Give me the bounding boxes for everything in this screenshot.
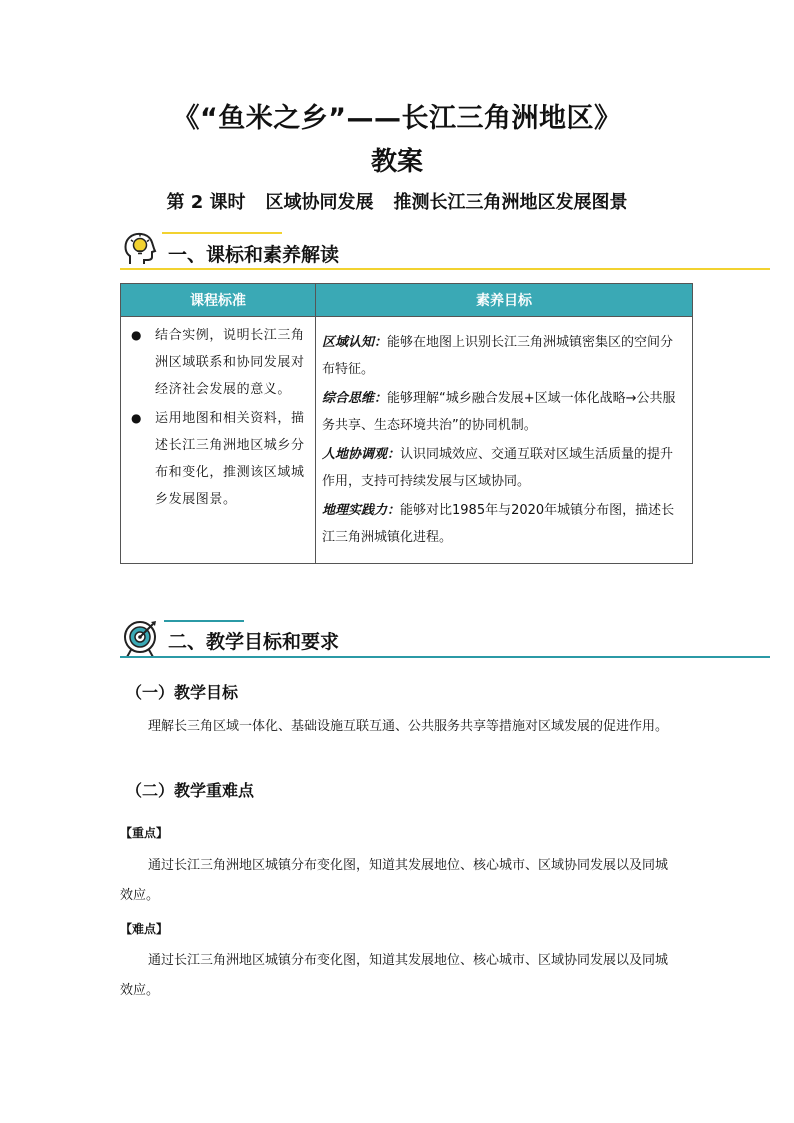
difficult-point-paragraph: 通过长江三角洲地区城镇分布变化图，知道其发展地位、核心城市、区域协同发展以及同城效应。	[120, 953, 669, 998]
subheading-teaching-goal: （一）教学目标	[126, 683, 239, 702]
literacy-text: 能够对比1985年与2020年城镇分布图，描述长江三角洲城镇化进程。	[322, 503, 675, 545]
bullet-icon: ●	[131, 411, 142, 425]
standard-text: 运用地图和相关资料，描述长江三角洲地区城乡分布和变化，推测该区域城乡发展图景。	[155, 411, 305, 507]
table-row	[121, 317, 693, 564]
list-item	[131, 322, 309, 403]
literacy-item	[322, 441, 686, 495]
literacy-key: 区域认知：	[322, 335, 388, 350]
target-icon	[120, 618, 160, 658]
key-point-label: 【重点】	[120, 826, 169, 840]
document-title: 《“鱼米之乡”——长江三角洲地区》	[172, 103, 622, 134]
section2-title: 二、教学目标和要求	[168, 631, 340, 653]
bullet-icon: ●	[131, 328, 142, 342]
lesson-part-1: 区域协同发展	[265, 192, 374, 213]
section1-bottom-rule	[120, 268, 770, 270]
standards-cell	[121, 317, 316, 564]
literacy-key: 人地协调观：	[322, 447, 401, 462]
lightbulb-head-icon	[120, 230, 160, 270]
section2-header	[120, 616, 770, 660]
literacy-text: 能够理解“城乡融合发展+区域一体化战略→公共服务共享、生态环境共治”的协同机制。	[322, 391, 676, 433]
subheading-key-difficult: （二）教学重难点	[126, 781, 255, 800]
standard-text: 结合实例，说明长江三角洲区域联系和协同发展对经济社会发展的意义。	[155, 328, 305, 397]
goal-paragraph: 理解长三角区域一体化、基础设施互联互通、公共服务共享等措施对区域发展的促进作用。	[148, 719, 669, 734]
literacy-text: 认识同城效应、交通互联对区域生活质量的提升作用，支持可持续发展与区域协同。	[322, 447, 674, 489]
literacy-key: 地理实践力：	[322, 503, 401, 518]
col-header-literacy: 素养目标	[316, 284, 693, 317]
list-item	[131, 405, 309, 513]
section2-top-rule	[164, 620, 244, 622]
lesson-part-2: 推测长江三角洲地区发展图景	[393, 192, 628, 213]
section1-title: 一、课标和素养解读	[168, 244, 340, 266]
lesson-number: 第 2 课时	[166, 192, 246, 213]
table-header-row	[121, 284, 693, 317]
key-point-paragraph: 通过长江三角洲地区城镇分布变化图，知道其发展地位、核心城市、区域协同发展以及同城效应。	[120, 858, 669, 903]
col-header-standard: 课程标准	[121, 284, 316, 317]
literacy-item	[322, 497, 686, 551]
literacy-cell	[316, 317, 693, 564]
section1-top-rule	[162, 232, 282, 234]
document-subtitle: 教案	[370, 147, 423, 177]
literacy-item	[322, 329, 686, 383]
literacy-item	[322, 385, 686, 439]
section1-header	[120, 230, 770, 272]
difficult-point-label: 【难点】	[120, 922, 169, 936]
lesson-heading	[0, 188, 794, 214]
standards-table	[120, 283, 693, 564]
section2-bottom-rule	[120, 656, 770, 658]
literacy-key: 综合思维：	[322, 391, 388, 406]
literacy-text: 能够在地图上识别长江三角洲城镇密集区的空间分布特征。	[322, 335, 674, 377]
